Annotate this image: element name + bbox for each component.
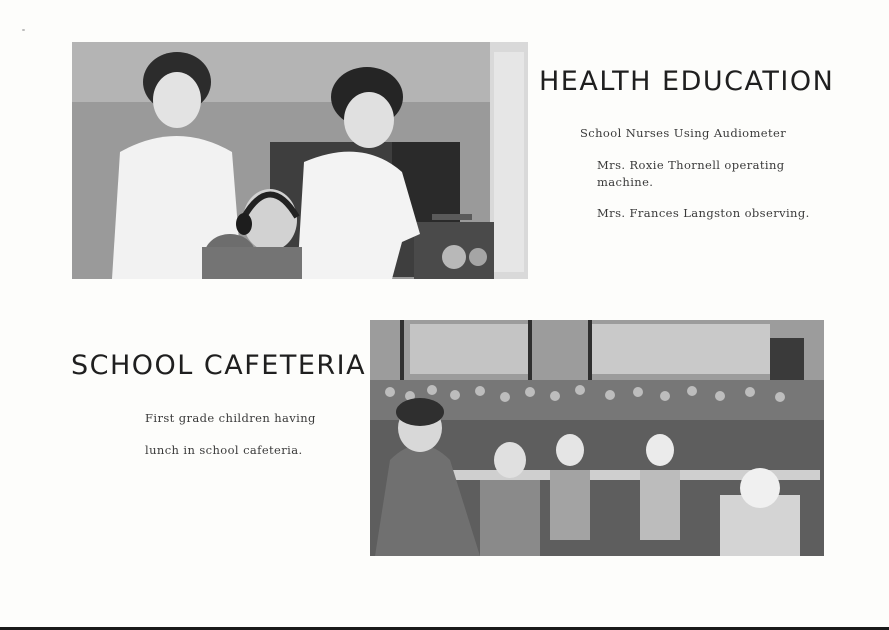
health-education-photo <box>72 42 528 279</box>
health-caption-line-3: Mrs. Frances Langston observing. <box>597 206 810 220</box>
cafeteria-caption-line-1: First grade children having <box>145 411 316 425</box>
cafeteria-caption-line-2: lunch in school cafeteria. <box>145 443 303 457</box>
paper-speck <box>22 29 25 31</box>
health-subtitle: School Nurses Using Audiometer <box>580 126 787 140</box>
school-cafeteria-photo <box>370 320 824 556</box>
health-caption-line-1: Mrs. Roxie Thornell operating <box>597 158 785 172</box>
school-cafeteria-heading: SCHOOL CAFETERIA <box>71 350 367 381</box>
health-education-heading: HEALTH EDUCATION <box>539 66 835 97</box>
health-caption-line-2: machine. <box>597 175 654 189</box>
